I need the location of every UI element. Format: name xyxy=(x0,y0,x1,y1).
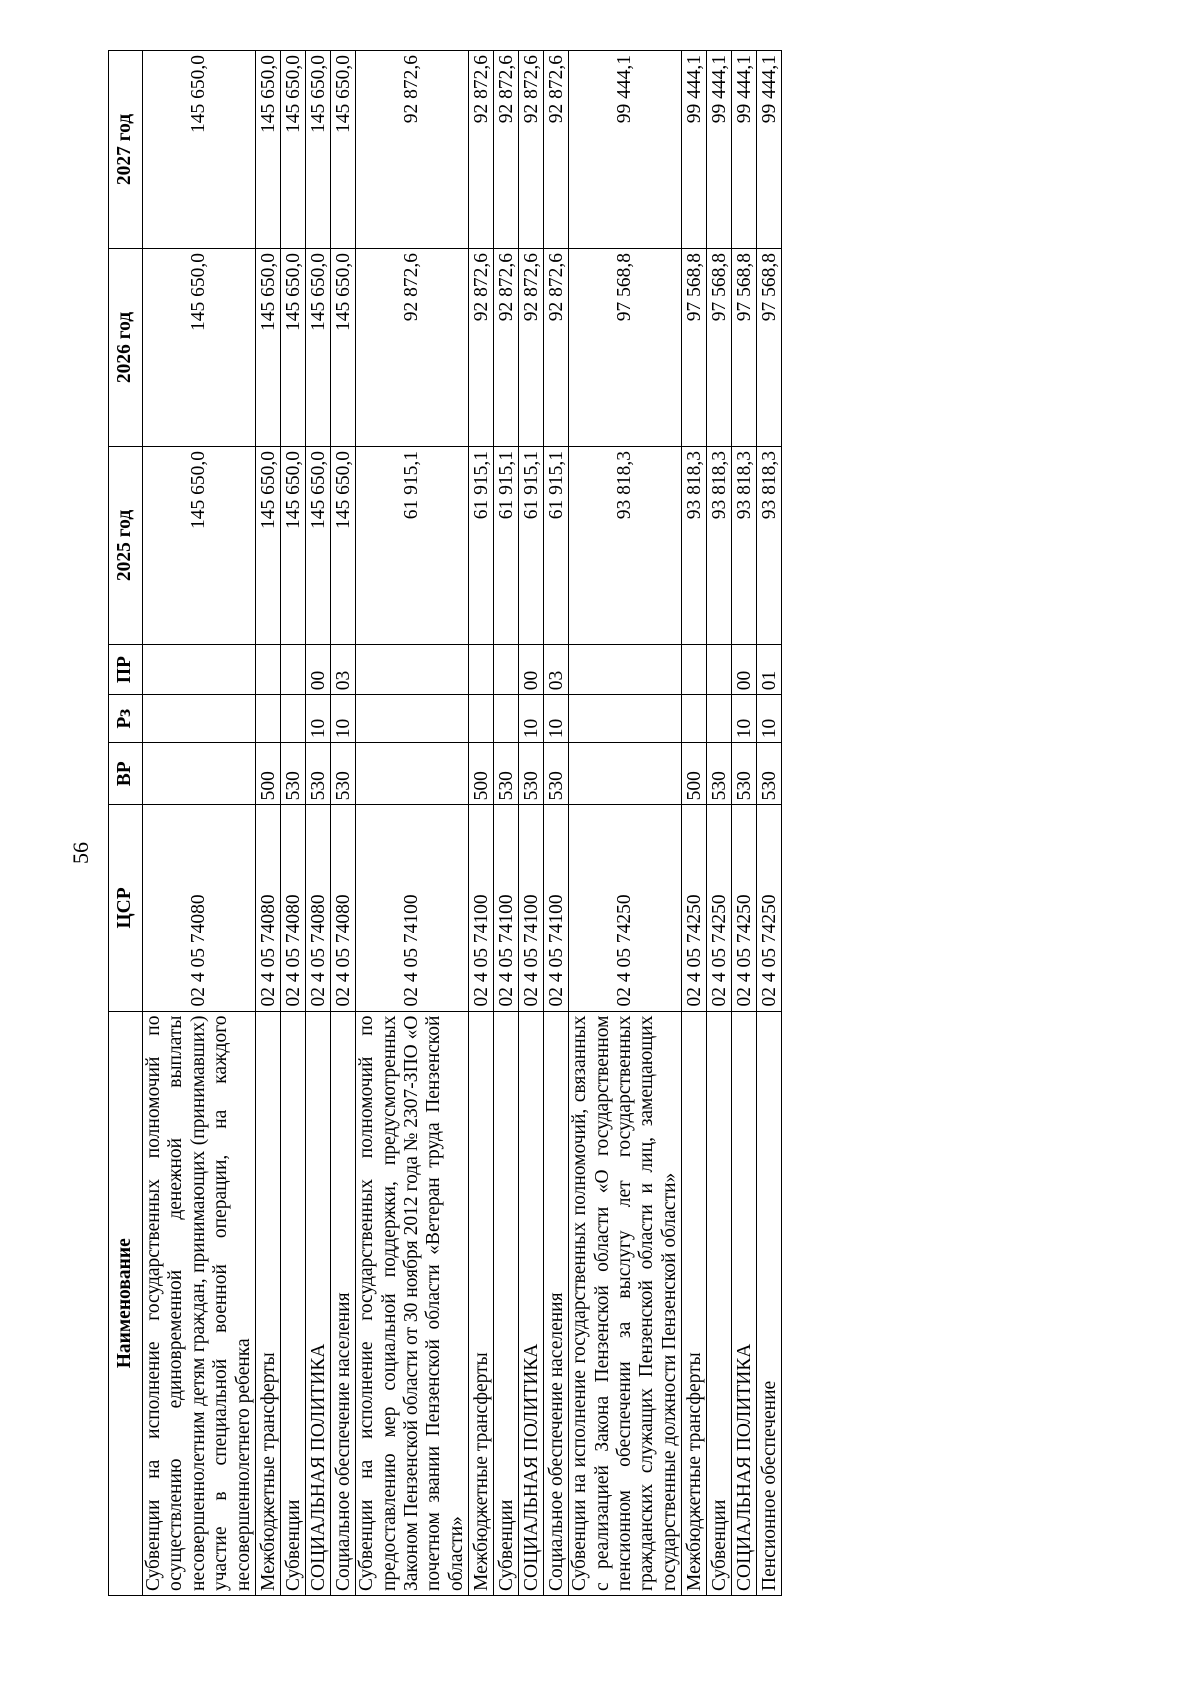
row-rz-cell: 10 xyxy=(757,695,782,743)
row-name-cell: Межбюджетные трансферты xyxy=(469,1011,494,1595)
table-row xyxy=(256,51,281,1596)
table-row xyxy=(682,51,707,1596)
row-2026-cell: 145 650,0 xyxy=(331,249,356,447)
table-row xyxy=(732,51,757,1596)
row-pr-cell: 00 xyxy=(306,644,331,694)
row-vr-cell: 530 xyxy=(757,743,782,805)
row-rz-cell xyxy=(281,695,306,743)
header-pr: ПР xyxy=(109,644,143,694)
header-name: Наименование xyxy=(109,1011,143,1595)
row-2027-cell: 145 650,0 xyxy=(281,51,306,249)
row-2027-cell: 99 444,1 xyxy=(757,51,782,249)
row-csr-cell: 02 4 05 74080 xyxy=(143,805,256,1011)
row-vr-cell: 530 xyxy=(519,743,544,805)
table-row xyxy=(569,51,682,1596)
row-rz-cell xyxy=(469,695,494,743)
rotated-table-container xyxy=(108,50,930,1596)
row-2027-cell: 92 872,6 xyxy=(469,51,494,249)
row-2025-cell: 61 915,1 xyxy=(494,446,519,644)
row-2027-cell: 145 650,0 xyxy=(306,51,331,249)
row-csr-cell: 02 4 05 74100 xyxy=(469,805,494,1011)
row-vr-cell: 530 xyxy=(494,743,519,805)
row-pr-cell: 03 xyxy=(331,644,356,694)
table-row xyxy=(331,51,356,1596)
row-name-cell: Межбюджетные трансферты xyxy=(682,1011,707,1595)
row-2027-cell: 145 650,0 xyxy=(256,51,281,249)
row-name-cell: Субвенции на исполнение государственных полномочий по осуществлению единовременной денежной выплаты несовершеннолетним детям граждан, принимающих (принимавших) участие в специальной военной операции, на каждого несовершеннолетнего ребенка xyxy=(143,1011,256,1595)
row-2025-cell: 145 650,0 xyxy=(306,446,331,644)
row-pr-cell: 01 xyxy=(757,644,782,694)
row-2026-cell: 145 650,0 xyxy=(143,249,256,447)
row-2026-cell: 97 568,8 xyxy=(682,249,707,447)
row-pr-cell xyxy=(469,644,494,694)
table-row xyxy=(469,51,494,1596)
row-csr-cell: 02 4 05 74250 xyxy=(569,805,682,1011)
row-2026-cell: 92 872,6 xyxy=(356,249,469,447)
table-row xyxy=(306,51,331,1596)
row-csr-cell: 02 4 05 74080 xyxy=(306,805,331,1011)
row-name-cell: Субвенции на исполнение государственных полномочий, связанных с реализацией Закона Пензенской области «О государственном пенсионном обеспечении за выслугу лет государственных гражданских служащих Пензенской области и лиц, замещающих государственные должности Пензенской области» xyxy=(569,1011,682,1595)
row-vr-cell: 530 xyxy=(732,743,757,805)
table-row xyxy=(707,51,732,1596)
row-2026-cell: 97 568,8 xyxy=(707,249,732,447)
row-csr-cell: 02 4 05 74080 xyxy=(331,805,356,1011)
row-vr-cell: 500 xyxy=(469,743,494,805)
row-2026-cell: 92 872,6 xyxy=(469,249,494,447)
row-vr-cell: 530 xyxy=(306,743,331,805)
row-csr-cell: 02 4 05 74250 xyxy=(682,805,707,1011)
row-rz-cell: 10 xyxy=(331,695,356,743)
table-row xyxy=(519,51,544,1596)
row-rz-cell: 10 xyxy=(544,695,569,743)
row-2025-cell: 145 650,0 xyxy=(281,446,306,644)
row-name-cell: Субвенции на исполнение государственных полномочий по предоставлению мер социальной поддержки, предусмотренных Законом Пензенской области от 30 ноября 2012 года № 2307-ЗПО «О почетном звании Пензенской области «Ветеран труда Пензенской области» xyxy=(356,1011,469,1595)
row-pr-cell xyxy=(494,644,519,694)
row-rz-cell xyxy=(143,695,256,743)
row-csr-cell: 02 4 05 74080 xyxy=(256,805,281,1011)
row-2026-cell: 97 568,8 xyxy=(732,249,757,447)
row-rz-cell xyxy=(494,695,519,743)
row-csr-cell: 02 4 05 74100 xyxy=(356,805,469,1011)
table-row xyxy=(356,51,469,1596)
header-rz: Рз xyxy=(109,695,143,743)
row-2025-cell: 93 818,3 xyxy=(569,446,682,644)
table-row xyxy=(143,51,256,1596)
row-csr-cell: 02 4 05 74250 xyxy=(707,805,732,1011)
row-pr-cell xyxy=(256,644,281,694)
header-2026: 2026 год xyxy=(109,249,143,447)
row-2027-cell: 92 872,6 xyxy=(494,51,519,249)
row-2026-cell: 145 650,0 xyxy=(256,249,281,447)
row-2026-cell: 92 872,6 xyxy=(519,249,544,447)
row-vr-cell: 530 xyxy=(707,743,732,805)
row-name-cell: Субвенции xyxy=(281,1011,306,1595)
row-2026-cell: 97 568,8 xyxy=(757,249,782,447)
row-rz-cell xyxy=(569,695,682,743)
row-rz-cell xyxy=(707,695,732,743)
table-row xyxy=(281,51,306,1596)
row-name-cell: Пенсионное обеспечение xyxy=(757,1011,782,1595)
row-pr-cell: 00 xyxy=(519,644,544,694)
row-2025-cell: 145 650,0 xyxy=(331,446,356,644)
row-2026-cell: 145 650,0 xyxy=(306,249,331,447)
row-2026-cell: 97 568,8 xyxy=(569,249,682,447)
row-name-cell: Социальное обеспечение населения xyxy=(544,1011,569,1595)
table-row xyxy=(544,51,569,1596)
header-2027: 2027 год xyxy=(109,51,143,249)
table-row xyxy=(494,51,519,1596)
row-2027-cell: 92 872,6 xyxy=(356,51,469,249)
row-csr-cell: 02 4 05 74100 xyxy=(544,805,569,1011)
row-2027-cell: 99 444,1 xyxy=(569,51,682,249)
row-2025-cell: 93 818,3 xyxy=(732,446,757,644)
row-2025-cell: 93 818,3 xyxy=(682,446,707,644)
row-pr-cell xyxy=(569,644,682,694)
row-pr-cell xyxy=(356,644,469,694)
table-row xyxy=(757,51,782,1596)
header-2025: 2025 год xyxy=(109,446,143,644)
row-2026-cell: 92 872,6 xyxy=(494,249,519,447)
row-vr-cell xyxy=(569,743,682,805)
row-pr-cell: 03 xyxy=(544,644,569,694)
row-2027-cell: 99 444,1 xyxy=(732,51,757,249)
row-vr-cell xyxy=(356,743,469,805)
row-pr-cell xyxy=(281,644,306,694)
row-name-cell: Субвенции xyxy=(494,1011,519,1595)
row-name-cell: Субвенции xyxy=(707,1011,732,1595)
row-2027-cell: 92 872,6 xyxy=(544,51,569,249)
row-pr-cell xyxy=(707,644,732,694)
row-name-cell: СОЦИАЛЬНАЯ ПОЛИТИКА xyxy=(306,1011,331,1595)
row-vr-cell: 530 xyxy=(281,743,306,805)
row-2027-cell: 99 444,1 xyxy=(682,51,707,249)
row-rz-cell xyxy=(682,695,707,743)
row-csr-cell: 02 4 05 74100 xyxy=(494,805,519,1011)
row-2025-cell: 61 915,1 xyxy=(469,446,494,644)
row-vr-cell: 500 xyxy=(256,743,281,805)
row-csr-cell: 02 4 05 74080 xyxy=(281,805,306,1011)
row-2025-cell: 145 650,0 xyxy=(143,446,256,644)
row-name-cell: СОЦИАЛЬНАЯ ПОЛИТИКА xyxy=(732,1011,757,1595)
row-2026-cell: 145 650,0 xyxy=(281,249,306,447)
row-2025-cell: 93 818,3 xyxy=(707,446,732,644)
row-vr-cell: 530 xyxy=(331,743,356,805)
row-2027-cell: 145 650,0 xyxy=(143,51,256,249)
row-rz-cell: 10 xyxy=(732,695,757,743)
row-vr-cell: 530 xyxy=(544,743,569,805)
row-csr-cell: 02 4 05 74250 xyxy=(732,805,757,1011)
row-name-cell: Межбюджетные трансферты xyxy=(256,1011,281,1595)
row-2027-cell: 145 650,0 xyxy=(331,51,356,249)
header-vr: ВР xyxy=(109,743,143,805)
row-rz-cell: 10 xyxy=(306,695,331,743)
row-pr-cell xyxy=(682,644,707,694)
page-number: 56 xyxy=(68,842,93,864)
row-csr-cell: 02 4 05 74100 xyxy=(519,805,544,1011)
budget-table xyxy=(108,50,782,1596)
table-body xyxy=(143,51,782,1596)
row-name-cell: СОЦИАЛЬНАЯ ПОЛИТИКА xyxy=(519,1011,544,1595)
row-2025-cell: 145 650,0 xyxy=(256,446,281,644)
row-rz-cell: 10 xyxy=(519,695,544,743)
row-2025-cell: 61 915,1 xyxy=(519,446,544,644)
header-csr: ЦСР xyxy=(109,805,143,1011)
row-2025-cell: 61 915,1 xyxy=(544,446,569,644)
row-rz-cell xyxy=(356,695,469,743)
row-csr-cell: 02 4 05 74250 xyxy=(757,805,782,1011)
row-pr-cell xyxy=(143,644,256,694)
row-2025-cell: 93 818,3 xyxy=(757,446,782,644)
row-vr-cell: 500 xyxy=(682,743,707,805)
row-2027-cell: 99 444,1 xyxy=(707,51,732,249)
row-2026-cell: 92 872,6 xyxy=(544,249,569,447)
row-pr-cell: 00 xyxy=(732,644,757,694)
row-2027-cell: 92 872,6 xyxy=(519,51,544,249)
table-header-row xyxy=(109,51,143,1596)
row-2025-cell: 61 915,1 xyxy=(356,446,469,644)
row-rz-cell xyxy=(256,695,281,743)
row-vr-cell xyxy=(143,743,256,805)
row-name-cell: Социальное обеспечение населения xyxy=(331,1011,356,1595)
